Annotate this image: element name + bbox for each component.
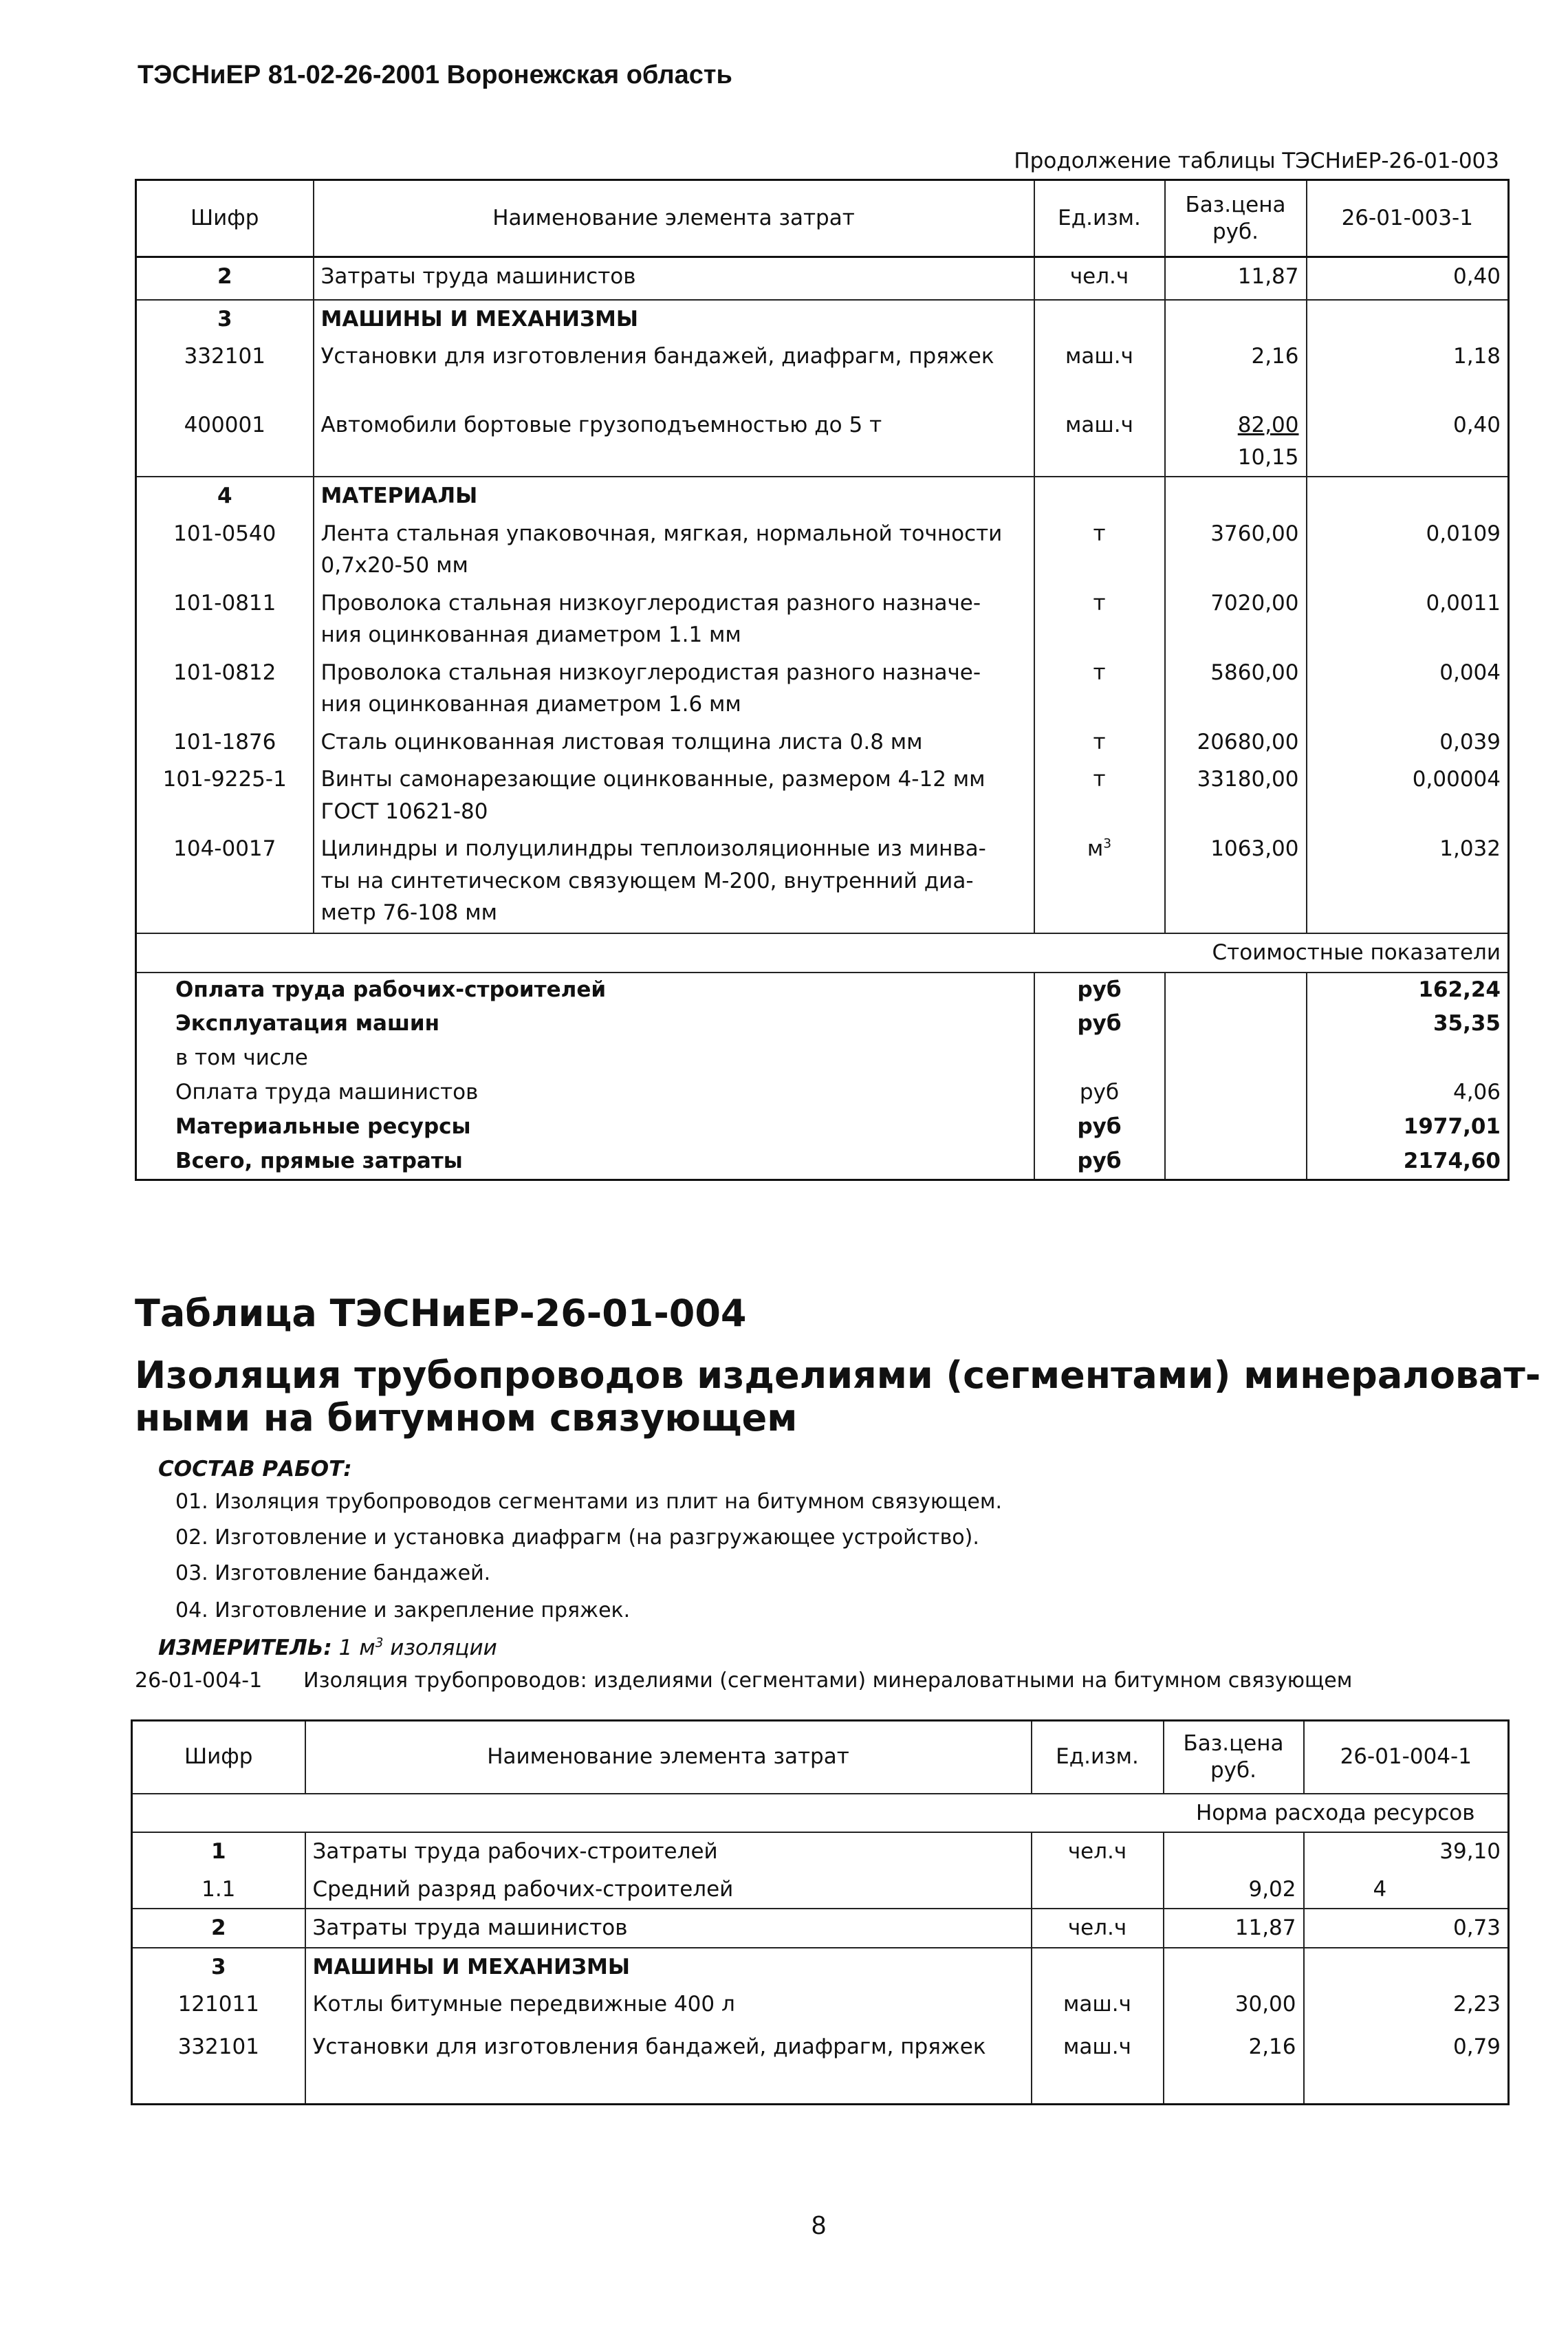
table-title: Таблица ТЭСНиЕР-26-01-004 — [135, 1292, 747, 1335]
row-unit: маш.ч — [1032, 2028, 1164, 2104]
cost-row — [136, 1007, 1509, 1041]
row-code: 332101 — [184, 344, 265, 369]
column-header-norm-code: 26-01-004-1 — [1304, 1721, 1509, 1794]
resource-table-26-01-004 — [131, 1719, 1510, 2105]
row-name: Автомобили бортовые грузоподъемностью до 5 т — [314, 406, 1034, 477]
row-name: Средний разряд рабочих-строителей — [305, 1871, 1032, 1909]
meter-sup: 3 — [375, 1636, 384, 1651]
column-header-unit: Ед.изм. — [1034, 180, 1165, 257]
row-code: 3 — [136, 300, 314, 338]
section-heading: МАШИНЫ И МЕХАНИЗМЫ — [305, 1948, 1032, 1986]
row-name: Затраты труда машинистов — [314, 257, 1034, 300]
meter-value: 1 м — [338, 1636, 375, 1660]
table-row — [132, 1986, 1509, 2028]
table-row — [132, 1832, 1509, 1871]
works-item: 03. Изготовление бандажей. — [175, 1561, 491, 1585]
cost-header-row — [136, 933, 1509, 973]
row-name-line: Винты самонарезающие оцинкованные, размером 4-12 мм — [320, 767, 986, 792]
row-name — [314, 585, 1034, 654]
resource-table-26-01-003 — [135, 179, 1510, 1181]
table-row — [136, 257, 1509, 300]
row-code: 121011 — [177, 1992, 259, 2017]
meter-line — [158, 1636, 497, 1660]
document-header: ТЭСНиЕР 81-02-26-2001 Воронежская область — [138, 61, 732, 89]
row-unit: т — [1034, 654, 1165, 724]
row-code: 332101 — [177, 2034, 259, 2059]
row-price: 1063,00 — [1165, 830, 1307, 933]
row-name-line: Проволока стальная низкоуглеродистая разного назначе- — [320, 660, 981, 685]
row-price: 9,02 — [1164, 1871, 1304, 1909]
row-price: 5860,00 — [1165, 654, 1307, 724]
row-code: 101-0540 — [173, 521, 276, 546]
row-value: 4 — [1304, 1871, 1509, 1909]
row-name: Установки для изготовления бандажей, диафрагм, пряжек — [305, 2028, 1032, 2104]
row-code: 2 — [217, 264, 232, 289]
section-title-line1: Изоляция трубопроводов изделиями (сегментами) минераловат- — [135, 1354, 1541, 1397]
norm-code-description: Изоляция трубопроводов: изделиями (сегментами) минераловатными на битумном связующем — [303, 1669, 1353, 1693]
cost-value: 35,35 — [1307, 1007, 1509, 1041]
row-value: 0,00004 — [1307, 761, 1509, 830]
row-name-line: Лента стальная упаковочная, мягкая, нормальной точности — [320, 521, 1003, 546]
column-header-norm-code: 26-01-003-1 — [1307, 180, 1509, 257]
column-header-code: Шифр — [132, 1721, 305, 1794]
table-continuation-label: Продолжение таблицы ТЭСНиЕР-26-01-003 — [1014, 149, 1499, 173]
row-name: Установки для изготовления бандажей, диафрагм, пряжек — [314, 338, 1034, 406]
row-code: 101-0812 — [173, 660, 276, 685]
cost-row — [136, 1144, 1509, 1180]
table-row — [132, 2028, 1509, 2104]
row-code: 4 — [136, 477, 314, 515]
row-value: 0,004 — [1307, 654, 1509, 724]
row-price — [1165, 406, 1307, 477]
column-header-price: Баз.цена руб. — [1164, 1721, 1304, 1794]
norm-header: Норма расхода ресурсов — [1164, 1794, 1509, 1833]
row-name-line: ты на синтетическом связующем М-200, внутренний диа- — [320, 868, 974, 893]
cost-row — [136, 1110, 1509, 1144]
row-name: Сталь оцинкованная листовая толщина листа 0.8 мм — [314, 724, 1034, 761]
row-name-line: Проволока стальная низкоуглеродистая разного назначе- — [320, 590, 981, 616]
row-unit: маш.ч — [1034, 338, 1165, 406]
row-unit: т — [1034, 724, 1165, 761]
row-value: 1,032 — [1307, 830, 1509, 933]
row-price: 3760,00 — [1165, 515, 1307, 585]
row-code: 3 — [132, 1948, 305, 1986]
row-name — [314, 761, 1034, 830]
cost-label: Оплата труда рабочих-строителей — [175, 977, 607, 1002]
row-code: 1.1 — [202, 1876, 236, 1902]
row-name — [314, 654, 1034, 724]
table-row — [136, 338, 1509, 406]
row-unit: маш.ч — [1032, 1986, 1164, 2028]
price-new: 10,15 — [1237, 444, 1299, 470]
norm-code-line — [135, 1669, 1352, 1693]
table-row — [136, 477, 1509, 515]
row-value: 39,10 — [1304, 1832, 1509, 1871]
norm-code: 26-01-004-1 — [135, 1669, 263, 1693]
row-code: 101-0811 — [173, 590, 276, 616]
row-price: 2,16 — [1164, 2028, 1304, 2104]
row-name: Котлы битумные передвижные 400 л — [305, 1986, 1032, 2028]
table-row — [136, 406, 1509, 477]
row-name: Затраты труда рабочих-строителей — [305, 1832, 1032, 1871]
row-name — [314, 515, 1034, 585]
row-price: 11,87 — [1165, 257, 1307, 300]
price-old: 82,00 — [1237, 413, 1299, 437]
row-code: 101-1876 — [173, 729, 276, 754]
table-row — [136, 515, 1509, 585]
row-price: 20680,00 — [1165, 724, 1307, 761]
row-price: 7020,00 — [1165, 585, 1307, 654]
page-number: 8 — [812, 2211, 827, 2240]
row-price: 33180,00 — [1165, 761, 1307, 830]
row-unit: т — [1034, 515, 1165, 585]
cost-row — [136, 1041, 1509, 1076]
cost-label: Всего, прямые затраты — [175, 1148, 463, 1173]
row-name-line: Цилиндры и полуцилиндры теплоизоляционные из минва- — [320, 836, 986, 861]
table-row — [132, 1948, 1509, 1986]
row-value: 1,18 — [1307, 338, 1509, 406]
column-header-unit: Ед.изм. — [1032, 1721, 1164, 1794]
table-row — [136, 724, 1509, 761]
table-row — [136, 761, 1509, 830]
cost-value: 4,06 — [1307, 1076, 1509, 1110]
section-title-line2: ными на битумном связующем — [135, 1396, 798, 1440]
cost-row — [136, 1076, 1509, 1110]
row-value: 0,039 — [1307, 724, 1509, 761]
column-header-name: Наименование элемента затрат — [314, 180, 1034, 257]
row-value: 0,73 — [1304, 1909, 1509, 1948]
row-value: 0,40 — [1307, 406, 1509, 477]
table-row — [136, 830, 1509, 933]
cost-unit: руб — [1034, 1144, 1165, 1180]
table-row — [136, 585, 1509, 654]
cost-unit: руб — [1034, 1110, 1165, 1144]
meter-label: ИЗМЕРИТЕЛЬ: — [158, 1636, 332, 1660]
cost-value: 1977,01 — [1307, 1110, 1509, 1144]
row-code: 104-0017 — [173, 836, 276, 861]
row-code: 1 — [210, 1839, 226, 1864]
row-name-line: ния оцинкованная диаметром 1.1 мм — [320, 622, 741, 647]
table-row — [132, 1909, 1509, 1948]
cost-unit: руб — [1034, 1076, 1165, 1110]
row-code: 400001 — [184, 413, 265, 437]
cost-value: 162,24 — [1307, 973, 1509, 1008]
column-header-price: Баз.цена руб. — [1165, 180, 1307, 257]
row-value: 2,23 — [1304, 1986, 1509, 2028]
cost-value — [1307, 1041, 1509, 1076]
row-price: 11,87 — [1164, 1909, 1304, 1948]
cost-row — [136, 973, 1509, 1008]
meter-suffix: изоляции — [390, 1636, 497, 1660]
row-name — [314, 830, 1034, 933]
section-heading: МАТЕРИАЛЫ — [314, 477, 1034, 515]
norm-header-row — [132, 1794, 1509, 1833]
row-value: 0,40 — [1307, 257, 1509, 300]
table-row — [132, 1871, 1509, 1909]
row-unit: чел.ч — [1034, 257, 1165, 300]
works-item: 02. Изготовление и установка диафрагм (на разгружающее устройство). — [175, 1525, 979, 1550]
row-code: 101-9225-1 — [162, 767, 287, 792]
row-unit: чел.ч — [1032, 1832, 1164, 1871]
row-unit — [1032, 1871, 1164, 1909]
row-price — [1164, 1832, 1304, 1871]
row-name-line: ГОСТ 10621-80 — [320, 799, 488, 824]
row-value: 0,0011 — [1307, 585, 1509, 654]
cost-header: Стоимостные показатели — [1165, 933, 1509, 973]
row-unit: т — [1034, 585, 1165, 654]
table-row — [136, 300, 1509, 338]
cost-unit — [1034, 1041, 1165, 1076]
cost-value: 2174,60 — [1307, 1144, 1509, 1180]
row-value: 0,79 — [1304, 2028, 1509, 2104]
cost-unit: руб — [1034, 1007, 1165, 1041]
row-code: 2 — [132, 1909, 305, 1948]
table-row — [136, 654, 1509, 724]
column-header-name: Наименование элемента затрат — [305, 1721, 1032, 1794]
row-price: 2,16 — [1165, 338, 1307, 406]
row-value: 0,0109 — [1307, 515, 1509, 585]
cost-label: Эксплуатация машин — [175, 1011, 440, 1036]
works-item: 01. Изоляция трубопроводов сегментами из плит на битумном связующем. — [175, 1490, 1003, 1514]
works-label: СОСТАВ РАБОТ: — [158, 1457, 352, 1481]
section-heading: МАШИНЫ И МЕХАНИЗМЫ — [314, 300, 1034, 338]
cost-label: Оплата труда машинистов — [175, 1080, 479, 1105]
cost-label: Материальные ресурсы — [175, 1114, 471, 1139]
row-unit: т — [1034, 761, 1165, 830]
row-name: Затраты труда машинистов — [305, 1909, 1032, 1948]
row-name-line: метр 76-108 мм — [320, 900, 497, 925]
cost-label: в том числе — [175, 1045, 308, 1071]
column-header-code: Шифр — [136, 180, 314, 257]
row-price: 30,00 — [1164, 1986, 1304, 2028]
works-item: 04. Изготовление и закрепление пряжек. — [175, 1598, 631, 1622]
row-name-line: ния оцинкованная диаметром 1.6 мм — [320, 692, 741, 717]
row-unit: маш.ч — [1034, 406, 1165, 477]
row-name-line: 0,7x20-50 мм — [320, 553, 468, 578]
row-unit: чел.ч — [1032, 1909, 1164, 1948]
row-unit: $м^3$ — [1034, 830, 1165, 933]
cost-unit: руб — [1034, 973, 1165, 1008]
